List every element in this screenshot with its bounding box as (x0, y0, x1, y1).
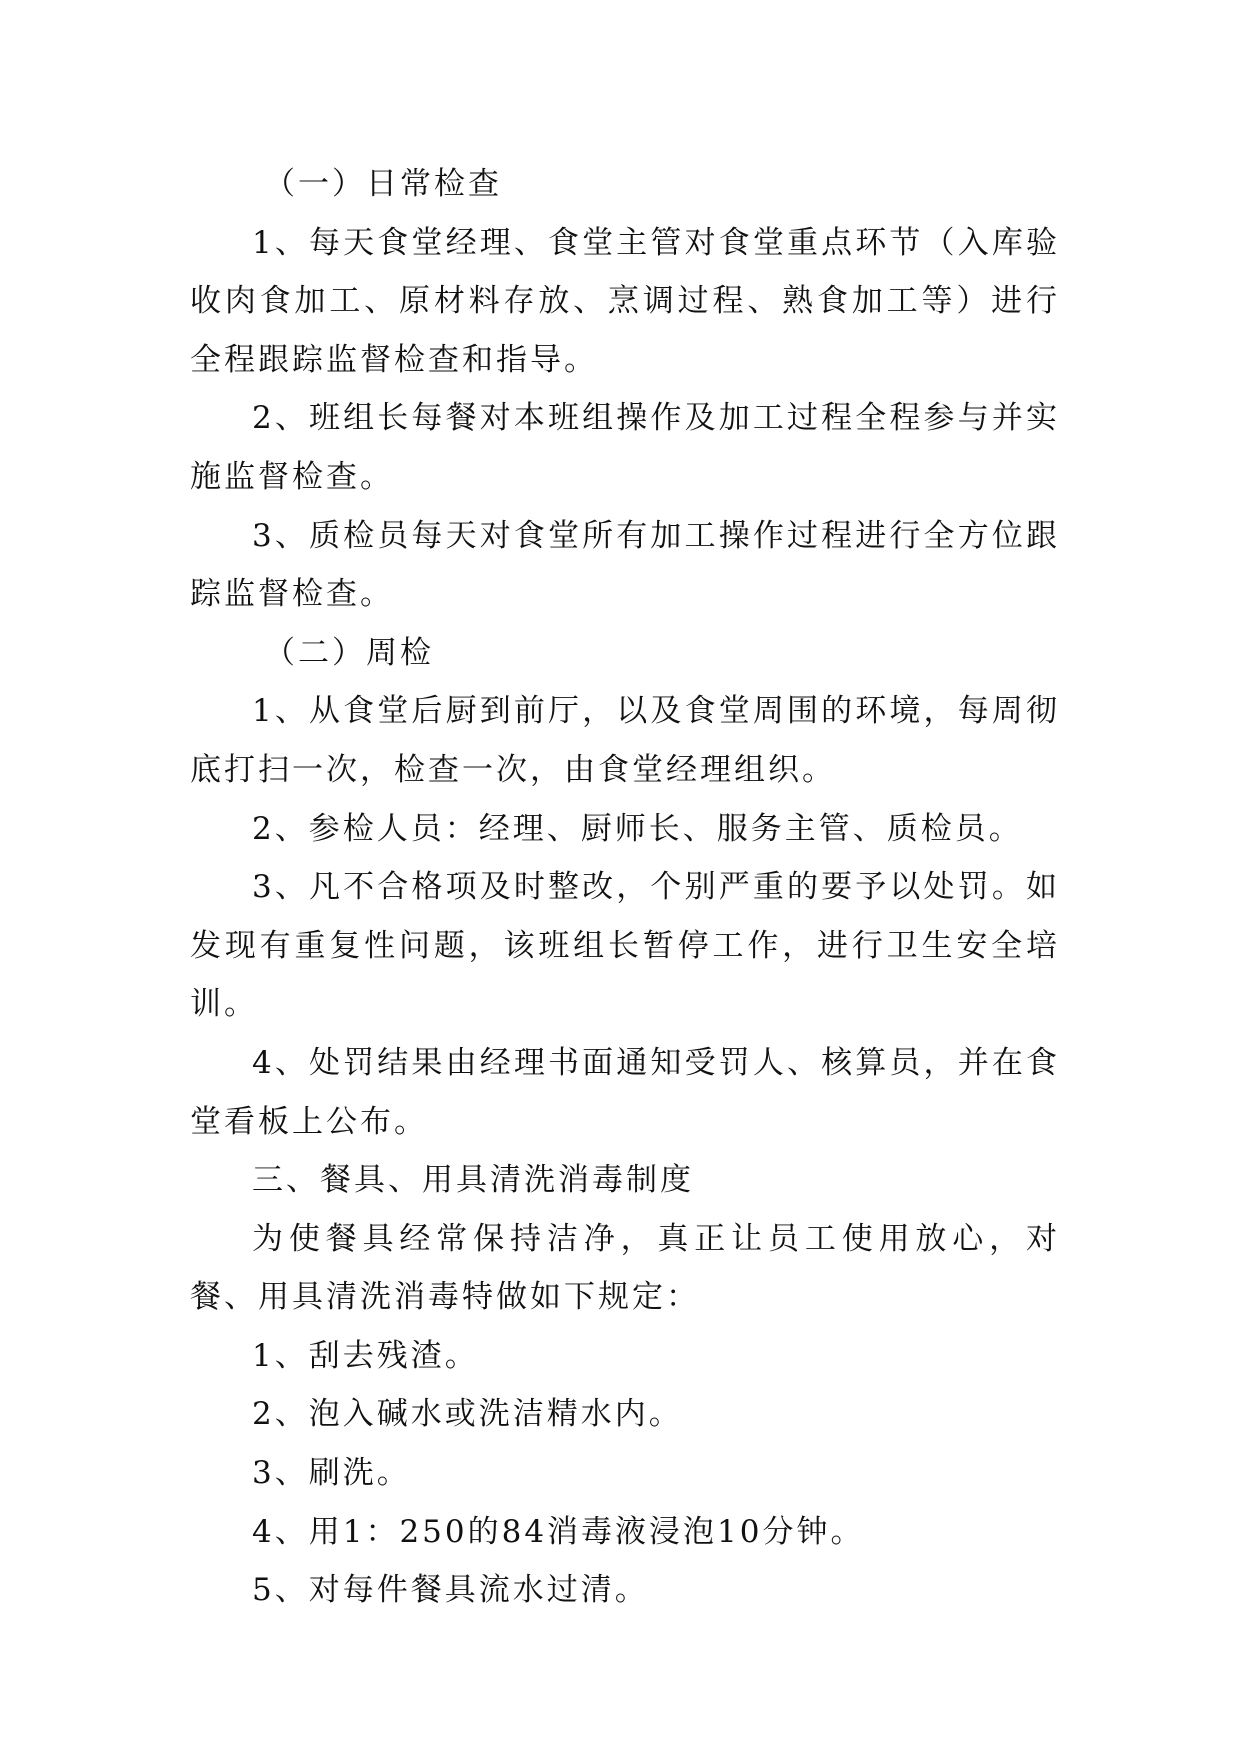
paragraph-daily-item-1: 1、每天食堂经理、食堂主管对食堂重点环节（入库验收肉食加工、原材料存放、烹调过程、熟食加工等）进行全程跟踪监督检查和指导。 (190, 224, 1060, 378)
paragraph-weekly-item-2: 2、参检人员：经理、厨师长、服务主管、质检员。 (252, 810, 1023, 847)
paragraph-tableware-step-5: 5、对每件餐具流水过清。 (252, 1572, 649, 1609)
section-heading-weekly-inspection: （二）周检 (264, 634, 434, 671)
section-heading-daily-inspection: （一）日常检查 (264, 166, 502, 202)
paragraph-tableware-step-3: 3、刷洗。 (252, 1455, 411, 1492)
paragraph-tableware-step-4: 4、用1：250的84消毒液浸泡10分钟。 (252, 1513, 865, 1550)
paragraph-tableware-step-1: 1、刮去残渣。 (252, 1337, 479, 1374)
paragraph-weekly-item-3: 3、凡不合格项及时整改，个别严重的要予以处罚。如发现有重复性问题，该班组长暂停工作，进行卫生安全培训。 (190, 869, 1060, 1023)
paragraph-weekly-item-4: 4、处罚结果由经理书面通知受罚人、核算员，并在食堂看板上公布。 (190, 1044, 1060, 1140)
paragraph-weekly-item-1: 1、从食堂后厨到前厅，以及食堂周围的环境，每周彻底打扫一次，检查一次，由食堂经理组织。 (190, 693, 1060, 788)
section-heading-tableware-disinfection: 三、餐具、用具清洗消毒制度 (252, 1162, 694, 1199)
document-page (190, 155, 1060, 1620)
paragraph-daily-item-2: 2、班组长每餐对本班组操作及加工过程全程参与并实施监督检查。 (190, 400, 1060, 495)
paragraph-tableware-intro: 为使餐具经常保持洁净，真正让员工使用放心，对餐、用具清洗消毒特做如下规定： (190, 1220, 1060, 1316)
paragraph-tableware-step-2: 2、泡入碱水或洗洁精水内。 (252, 1396, 683, 1433)
paragraph-daily-item-3: 3、质检员每天对食堂所有加工操作过程进行全方位跟踪监督检查。 (190, 517, 1060, 613)
